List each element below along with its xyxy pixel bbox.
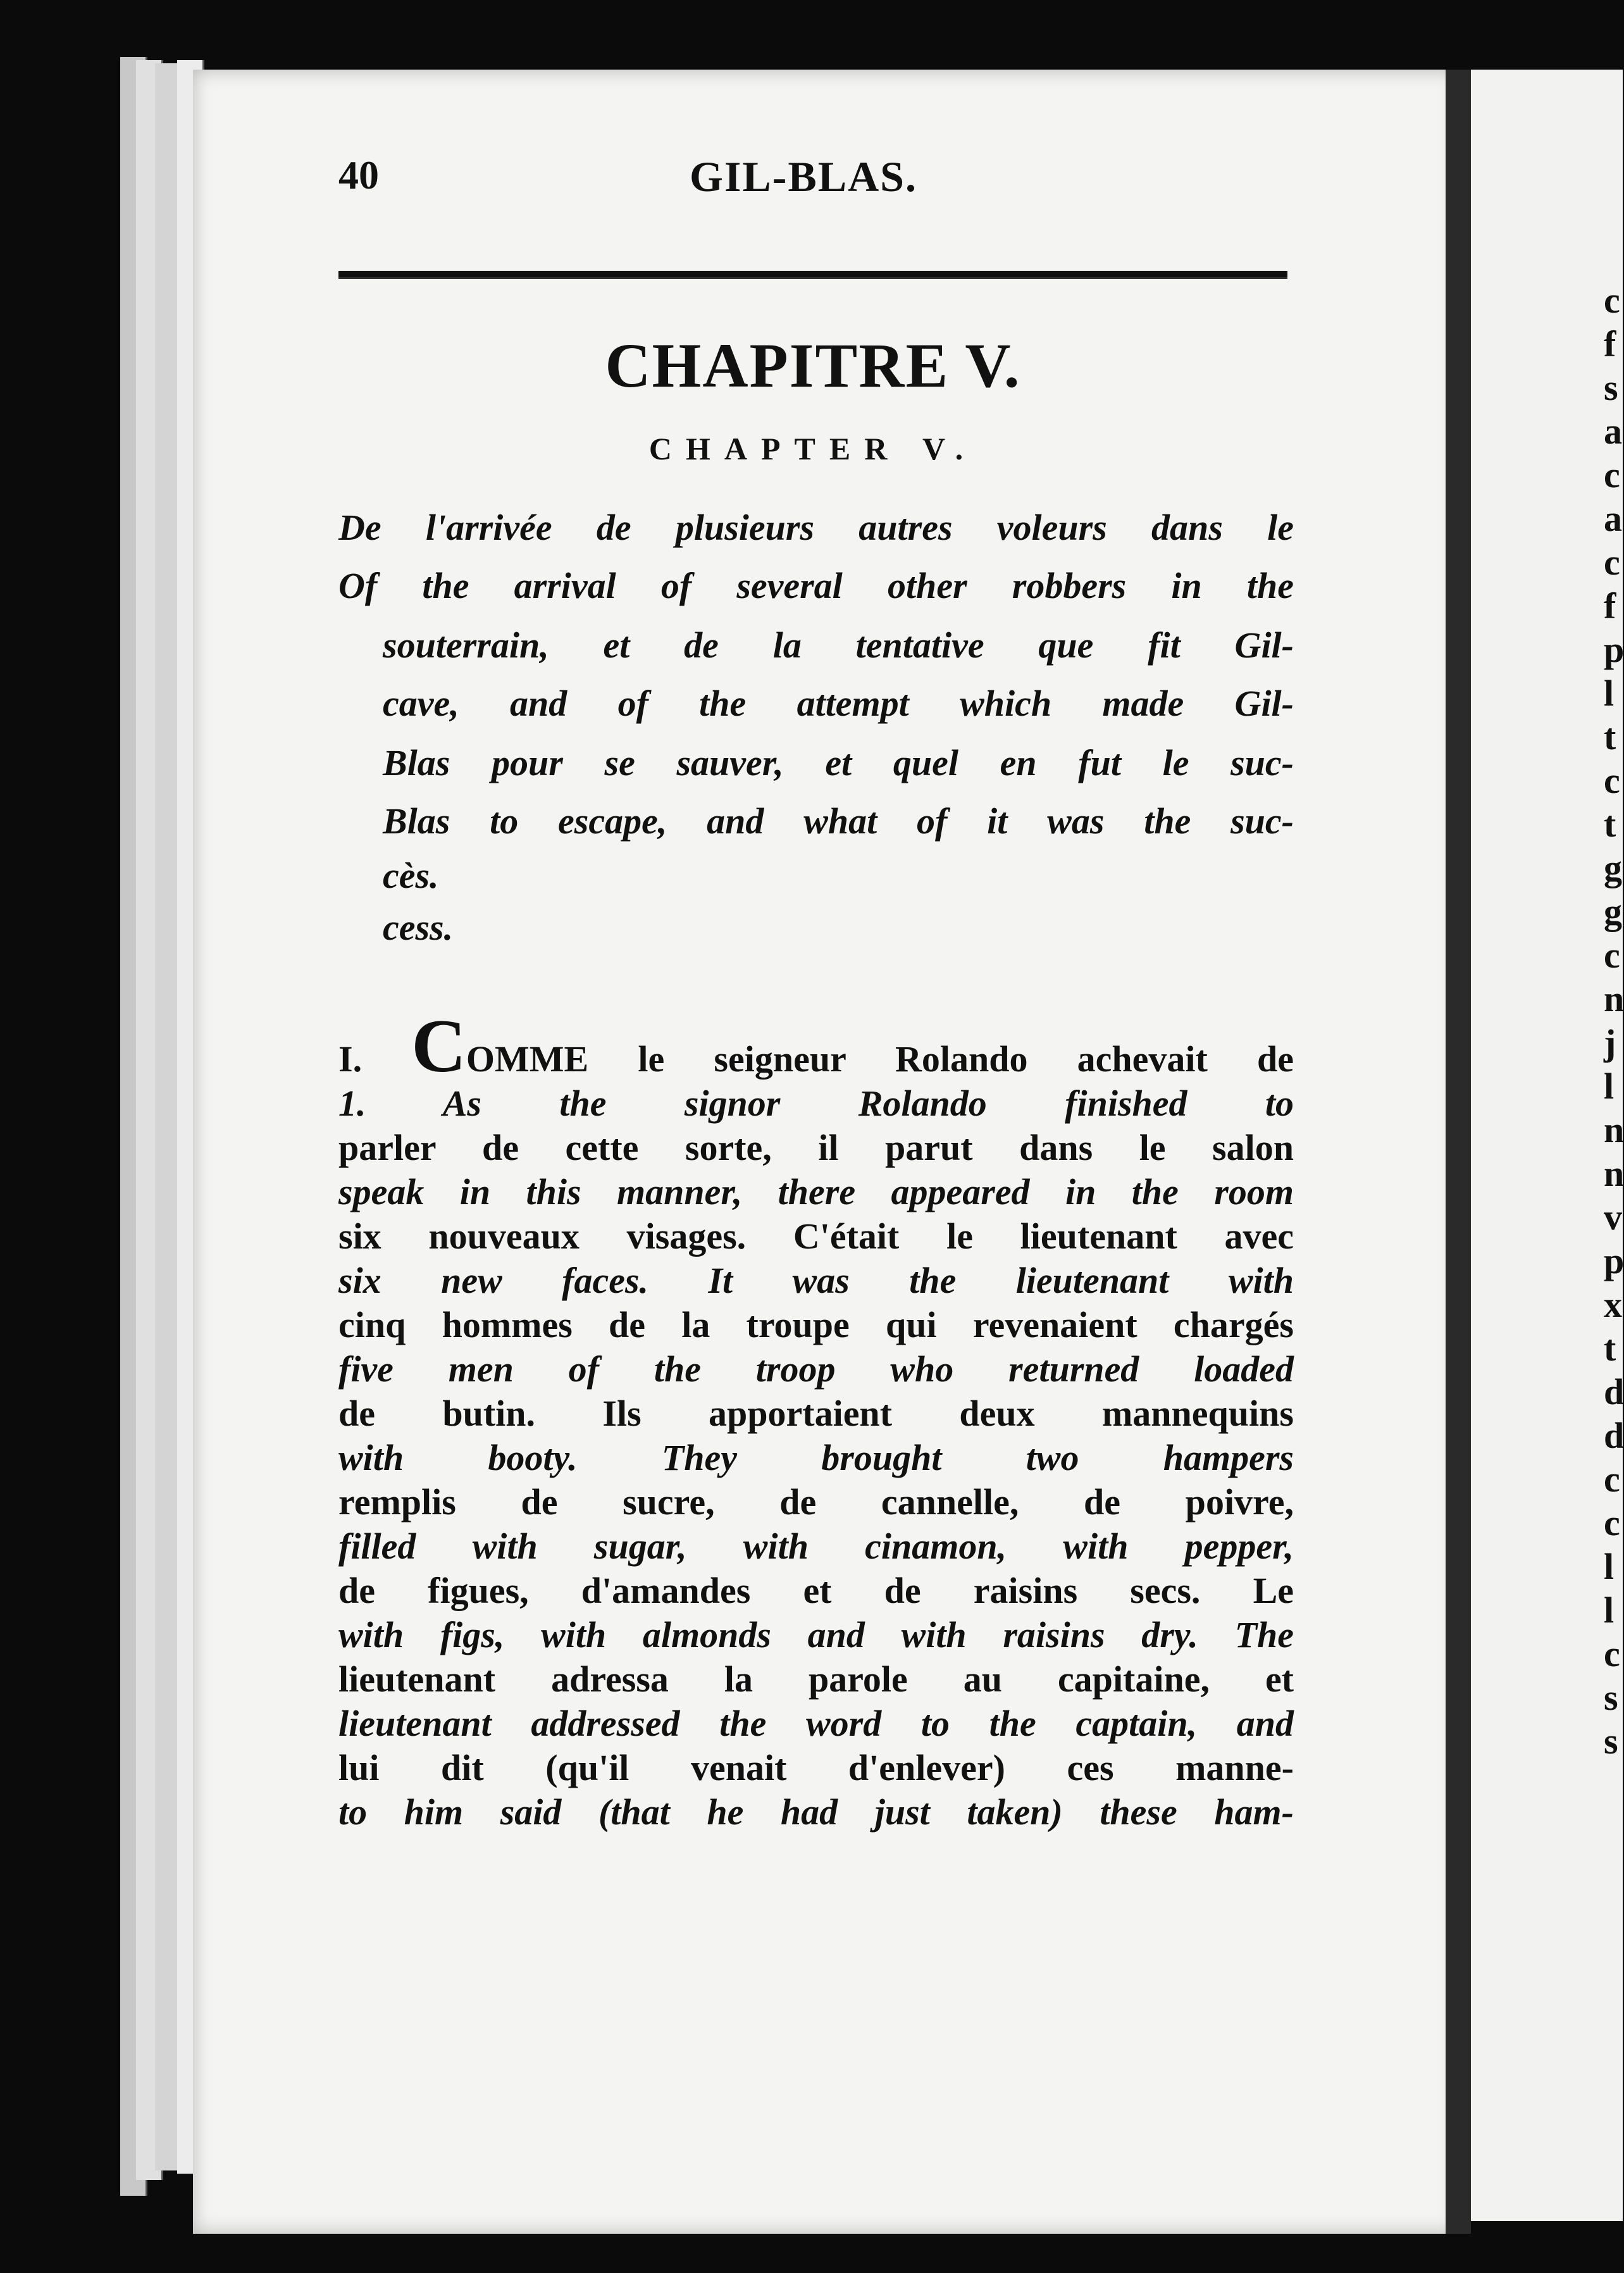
facing-page-letter: n bbox=[1604, 1153, 1624, 1194]
synopsis-line: Of the arrival of several other robbers in the bbox=[338, 565, 1294, 606]
french-text-line: six nouveaux visages. C'était le lieutenant avec bbox=[338, 1216, 1294, 1257]
facing-page-letter: s bbox=[1604, 1721, 1618, 1762]
facing-page-letter: j bbox=[1604, 1022, 1616, 1063]
header-rule bbox=[338, 271, 1287, 279]
facing-page-letter: t bbox=[1604, 1328, 1616, 1369]
english-gloss-line: with booty. They brought two hampers bbox=[338, 1437, 1294, 1478]
english-gloss-line: 1. As the signor Rolando finished to bbox=[338, 1083, 1294, 1124]
drop-cap: C bbox=[411, 1004, 466, 1088]
synopsis-line: cess. bbox=[383, 907, 454, 948]
facing-page-letter: s bbox=[1604, 1677, 1618, 1718]
facing-page-letter: s bbox=[1604, 367, 1618, 408]
facing-page-letter: c bbox=[1604, 1459, 1620, 1500]
synopsis-line: cès. bbox=[383, 855, 439, 896]
facing-page-letter: f bbox=[1604, 323, 1616, 364]
facing-page-letter: l bbox=[1604, 673, 1615, 714]
facing-page-letter: c bbox=[1604, 454, 1620, 495]
paragraph-number: I. bbox=[338, 1038, 363, 1080]
page-number: 40 bbox=[338, 153, 379, 197]
facing-page-letter: p bbox=[1604, 629, 1624, 670]
facing-page-letter: c bbox=[1604, 1633, 1620, 1674]
facing-page-text bbox=[1604, 278, 1624, 1763]
facing-page-letter: n bbox=[1604, 978, 1624, 1019]
facing-page-letter: c bbox=[1604, 280, 1620, 321]
facing-page-letter: d bbox=[1604, 1371, 1624, 1412]
facing-page-letter: f bbox=[1604, 585, 1616, 626]
french-text-line: remplis de sucre, de cannelle, de poivre, bbox=[338, 1481, 1294, 1523]
book-title: GIL-BLAS. bbox=[690, 153, 917, 201]
facing-page-letter: c bbox=[1604, 1502, 1620, 1543]
facing-page bbox=[1471, 70, 1623, 2221]
english-gloss-line: six new faces. It was the lieutenant with bbox=[338, 1260, 1294, 1301]
english-gloss-line: lieutenant addressed the word to the captain, and bbox=[338, 1703, 1294, 1744]
facing-page-letter: d bbox=[1604, 1415, 1624, 1456]
french-text-line: parler de cette sorte, il parut dans le salon bbox=[338, 1127, 1294, 1168]
synopsis-line: souterrain, et de la tentative que fit Gil- bbox=[383, 625, 1294, 666]
facing-page-letter: l bbox=[1604, 1590, 1615, 1631]
facing-page-letter: l bbox=[1604, 1066, 1615, 1107]
facing-page-letter: c bbox=[1604, 935, 1620, 976]
facing-page-letter: x bbox=[1604, 1284, 1622, 1325]
english-gloss-line: speak in this manner, there appeared in the room bbox=[338, 1171, 1294, 1212]
body-line-text: OMME le seigneur Rolando achevait de bbox=[466, 1038, 1294, 1080]
english-gloss-line: filled with sugar, with cinamon, with pepper, bbox=[338, 1526, 1294, 1567]
english-gloss-line: with figs, with almonds and with raisins dry. The bbox=[338, 1614, 1294, 1655]
french-text-line: de butin. Ils apportaient deux mannequins bbox=[338, 1393, 1294, 1434]
facing-page-letter: c bbox=[1604, 542, 1620, 583]
facing-page-letter: g bbox=[1604, 891, 1622, 932]
french-text-line: lui dit (qu'il venait d'enlever) ces manne- bbox=[338, 1747, 1294, 1788]
facing-page-letter: a bbox=[1604, 498, 1622, 539]
synopsis-line: cave, and of the attempt which made Gil- bbox=[383, 683, 1294, 724]
facing-page-letter: v bbox=[1604, 1197, 1622, 1238]
body-line-first bbox=[338, 1004, 1294, 1088]
chapter-title-english: CHAPTER V. bbox=[648, 431, 977, 466]
french-text-line: lieutenant adressa la parole au capitaine, et bbox=[338, 1659, 1294, 1700]
synopsis-line: Blas to escape, and what of it was the suc- bbox=[383, 800, 1294, 842]
french-text-line: de figues, d'amandes et de raisins secs. Le bbox=[338, 1570, 1294, 1611]
english-gloss-line: five men of the troop who returned loaded bbox=[338, 1348, 1294, 1390]
facing-page-letter: p bbox=[1604, 1240, 1624, 1281]
english-gloss-line: to him said (that he had just taken) these ham- bbox=[338, 1791, 1294, 1833]
synopsis-line: De l'arrivée de plusieurs autres voleurs dans le bbox=[338, 507, 1294, 548]
facing-page-letter: a bbox=[1604, 411, 1622, 452]
french-text-line: cinq hommes de la troupe qui revenaient chargés bbox=[338, 1304, 1294, 1345]
book-gutter bbox=[1446, 70, 1471, 2234]
facing-page-letter: t bbox=[1604, 716, 1616, 757]
facing-page-letter: n bbox=[1604, 1109, 1624, 1150]
facing-page-letter: t bbox=[1604, 804, 1616, 845]
facing-page-letter: c bbox=[1604, 760, 1620, 801]
synopsis-line: Blas pour se sauver, et quel en fut le suc- bbox=[383, 742, 1294, 783]
facing-page-letter: l bbox=[1604, 1546, 1615, 1587]
facing-page-letter: g bbox=[1604, 847, 1622, 888]
chapter-title-french: CHAPITRE V. bbox=[605, 330, 1021, 401]
